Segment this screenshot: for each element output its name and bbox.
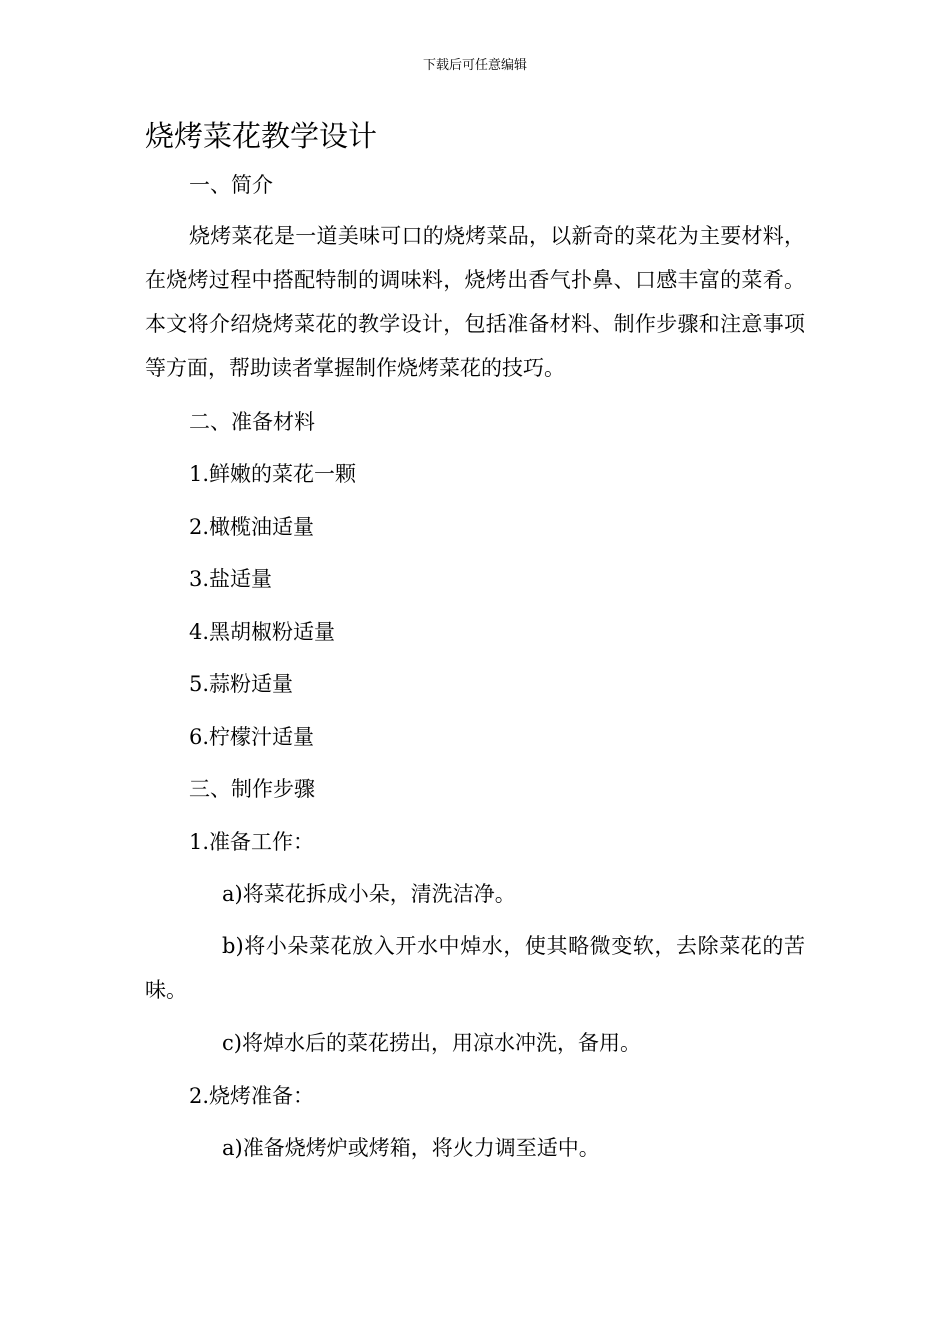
section-heading-steps: 三、制作步骤 [189, 777, 315, 801]
material-item: 3.盐适量 [189, 567, 273, 591]
material-item: 4.黑胡椒粉适量 [189, 620, 336, 644]
material-item: 6.柠檬汁适量 [189, 725, 315, 749]
step-substep: a)准备烧烤炉或烤箱，将火力调至适中。 [222, 1136, 600, 1160]
step-substep: b)将小朵菜花放入开水中焯水，使其略微变软，去除菜花的苦味。 [145, 934, 805, 1002]
step-substep: a)将菜花拆成小朵，清洗洁净。 [222, 882, 516, 906]
material-item: 1.鲜嫩的菜花一颗 [189, 462, 357, 486]
step-title: 2.烧烤准备： [189, 1084, 315, 1108]
step-title: 1.准备工作： [189, 830, 315, 854]
header-note: 下载后可任意编辑 [422, 58, 527, 73]
section-heading-materials: 二、准备材料 [189, 410, 315, 434]
section-heading-intro: 一、简介 [189, 173, 273, 197]
step-substep: c)将焯水后的菜花捞出，用凉水冲洗，备用。 [222, 1031, 641, 1055]
document-title: 烧烤菜花教学设计 [145, 119, 378, 153]
intro-paragraph: 烧烤菜花是一道美味可口的烧烤菜品，以新奇的菜花为主要材料，在烧烤过程中搭配特制的调味料，烧烤出香气扑鼻、口感丰富的菜肴。本文将介绍烧烤菜花的教学设计，包括准备材料、制作步骤和注意事项等方面，帮助读者掌握制作烧烤菜花的技巧。 [145, 224, 805, 380]
material-item: 5.蒜粉适量 [189, 672, 294, 696]
material-item: 2.橄榄油适量 [189, 515, 315, 539]
